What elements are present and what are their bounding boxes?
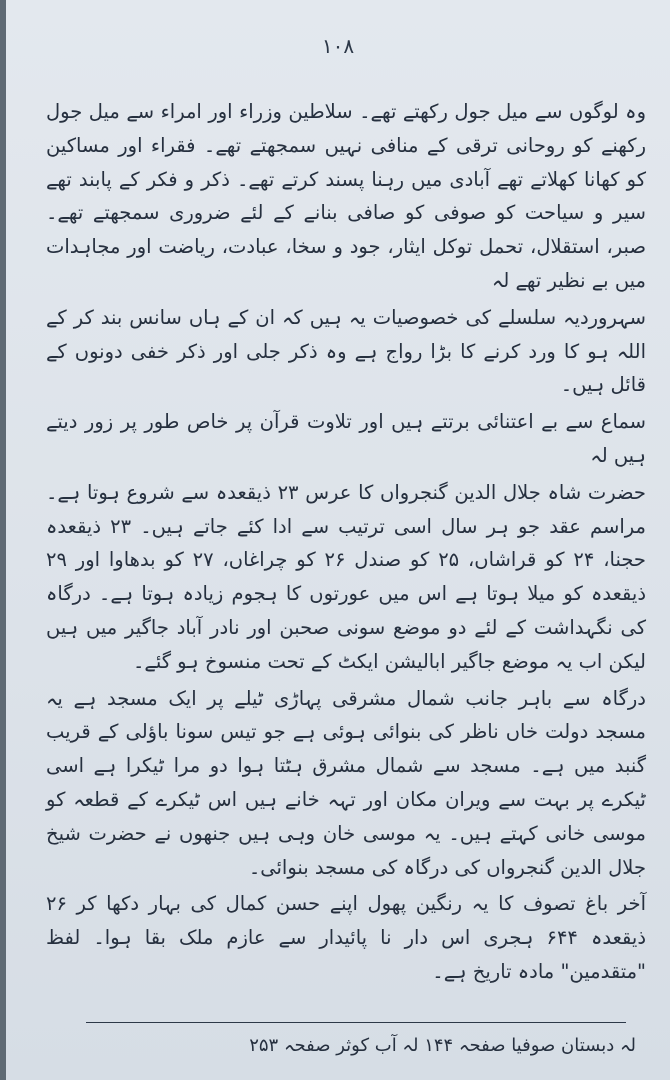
paragraph: حضرت شاہ جلال الدین گنجرواں کا عرس ۲۳ ذیقعدہ سے شروع ہوتا ہے۔ مراسم عقد جو ہر سال اسی ترتیب سے ادا کئے جاتے ہیں۔ ۲۳ ذیقعدہ حجنا، ۲۴ کو قراشاں، ۲۵ کو صندل ۲۶ کو چراغاں، ۲۷ کو بدھاوا اور ۲۹ ذیقعدہ کو میلا ہوتا ہے اس میں عورتوں کا ہجوم زیادہ ہوتا ہے۔ درگاہ کی نگہداشت کے لئے دو موضع سونی صحبن اور نادر آباد جاگیر میں ہیں لیکن اب یہ موضع جاگیر ابالیشن ایکٹ کے تحت منسوخ ہو گئے۔ [46,480,646,673]
page-number: ۱۰۸ [321,34,355,58]
paragraph: سماع سے بے اعتنائی برتتے ہیں اور تلاوت قرآن پر خاص طور پر زور دیتے ہیں لہ [46,410,646,467]
paragraph: سہروردیہ سلسلے کی خصوصیات یہ ہیں کہ ان کے ہاں سانس بند کر کے اللہ ہو کا ورد کرنے کا بڑا رواج ہے وہ ذکر جلی اور ذکر خفی دونوں کے قائل ہیں۔ [46,305,646,397]
footnote-divider [86,1022,626,1023]
paragraph: آخر باغ تصوف کا یہ رنگین پھول اپنے حسن کمال کی بہار دکھا کر ۲۶ ذیقعدہ ۶۴۴ ہجری اس دار نا پائیدار سے عازم ملک بقا ہوا۔ لفظ "متقدمین" مادہ تاریخ ہے۔ [46,892,646,983]
paragraph: وہ لوگوں سے میل جول رکھتے تھے۔ سلاطین وزراء اور امراء سے میل جول رکھنے کو روحانی ترقی کے منافی نہیں سمجھتے تھے۔ فقراء اور مساکین کو کھانا کھلاتے تھے آبادی میں رہنا پسند کرتے تھے۔ ذکر و فکر کے پابند تھے سیر و سیاحت کو صوفی کو صافی بنانے کے لئے ضروری سمجھتے تھے۔ صبر، استقلال، تحمل توکل ایثار، جود و سخا، عبادت، ریاضت اور مجاہدات میں بے نظیر تھے لہ [46,100,646,292]
paragraph: درگاہ سے باہر جانب شمال مشرقی پہاڑی ٹیلے پر ایک مسجد ہے یہ مسجد دولت خاں ناظر کی بنوائی ہوئی ہے جو تیس سونا باؤلی کے قریب گنبد میں ہے۔ مسجد سے شمال مشرق ہٹتا ہوا دو مرا ٹیکرا ہے اسی ٹیکرے پر بہت سے ویران مکان اور تہہ خانے ہیں اس ٹیکرے کے قطعہ کو موسی خانی کہتے ہیں۔ یہ موسی خان وہی ہیں جنھوں نے حضرت شیخ جلال الدین گنجرواں کی درگاہ کی مسجد بنوائی۔ [46,686,646,879]
body-text [46,95,646,989]
footnote: لہ دبستان صوفیا صفحہ ۱۴۴ لہ آب کوثر صفحہ ۲۵۳ [249,1035,636,1056]
